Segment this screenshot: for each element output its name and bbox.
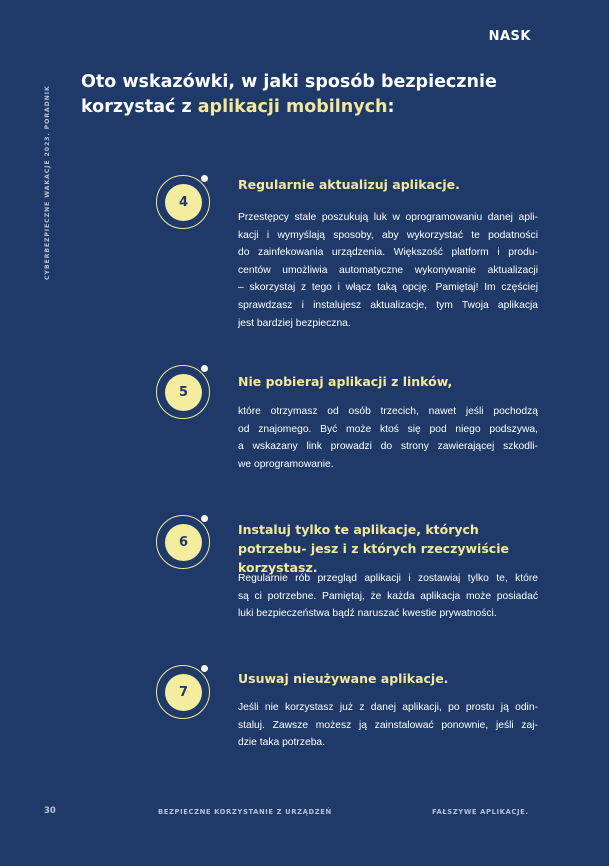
tip-body-line: jest bardziej bezpieczna. (238, 317, 351, 329)
tip-number-badge (156, 365, 212, 421)
tip-title: Regularnie aktualizuj aplikacje. (238, 177, 460, 192)
badge-dot-icon (201, 365, 208, 372)
page-heading (81, 70, 551, 120)
heading-text: Oto wskazówki, w jaki sposób bezpiecznie korzystać z (81, 72, 497, 117)
tip-body-line: a wskazany link prowadzi do strony zawierającej szkodli- (238, 441, 538, 453)
tip-body (238, 699, 538, 752)
heading-highlight: aplikacji mobilnych (197, 97, 388, 117)
tip-body-line: kacji i wymyślają sposoby, aby wykorzystać te podatności (238, 229, 538, 241)
tip-body (238, 570, 538, 623)
tip-body-line: luki bezpieczeństwa bądź naruszać kwestie prywatności. (238, 608, 497, 620)
footer-section: BEZPIECZNE KORZYSTANIE Z URZĄDZEŃ (158, 808, 332, 816)
tip-body-line: Przestępcy stale poszukują luk w oprogramowaniu danej apli- (238, 212, 538, 223)
side-label-text: CYBERBEZPIECZNE WAKACJE 2023. PORADNIK (44, 85, 51, 280)
badge-dot-icon (201, 175, 208, 182)
badge-dot-icon (201, 515, 208, 522)
tip-number-badge (156, 515, 212, 571)
tip-number-badge (156, 175, 212, 231)
tip-body-line: sprawdzasz i instalujesz aktualizacje, tym Twoja aplikacja (238, 299, 538, 311)
nask-logo: NASK (488, 29, 531, 44)
tip-body-line: dzie taka potrzeba. (238, 737, 326, 749)
tip-title: Instaluj tylko te aplikacje, których potrzebu- jesz i z których rzeczywiście korzystasz. (238, 522, 509, 575)
side-label (44, 85, 56, 288)
tip-body-line: Regularnie rób przegląd aplikacji i zostawiaj tylko te, które (238, 573, 538, 584)
tip-body-line: staluj. Zawsze możesz ją zainstalować ponownie, jeśli zaj- (238, 719, 538, 731)
tip-number-badge (156, 665, 212, 721)
tip-title: Nie pobieraj aplikacji z linków, (238, 374, 453, 389)
badge-dot-icon (201, 665, 208, 672)
page-number: 30 (44, 806, 56, 816)
tip-number: 7 (165, 674, 202, 711)
tip-body-line: od znajomego. Być może ktoś się pod niego podszywa, (238, 423, 538, 435)
tip-body (238, 403, 538, 473)
tip-number: 4 (165, 184, 202, 221)
tip-body-line: Jeśli nie korzystasz już z danej aplikacji, po prostu ją odin- (238, 702, 538, 713)
tip-body-line: które otrzymasz od osób trzecich, nawet jeśli pochodzą (238, 406, 538, 417)
tip-body-line: – skorzystaj z tego i włącz taką opcję. Pamiętaj! Im częściej (238, 282, 538, 294)
heading-suffix: : (387, 97, 395, 117)
tip-body-line: we oprogramowanie. (238, 458, 334, 470)
tip-body-line: do zainfekowania urządzenia. Większość platform i produ- (238, 247, 538, 259)
tip-body (238, 209, 538, 332)
tip-number: 6 (165, 524, 202, 561)
tip-body-line: są ci potrzebne. Pamiętaj, że każda aplikacja może posiadać (238, 590, 538, 602)
footer-chapter: FAŁSZYWE APLIKACJE. (432, 808, 529, 816)
tip-number: 5 (165, 374, 202, 411)
tip-body-line: centów umożliwia automatyczne wykonywanie aktualizacji (238, 264, 538, 276)
tip-title: Usuwaj nieużywane aplikacje. (238, 671, 449, 686)
